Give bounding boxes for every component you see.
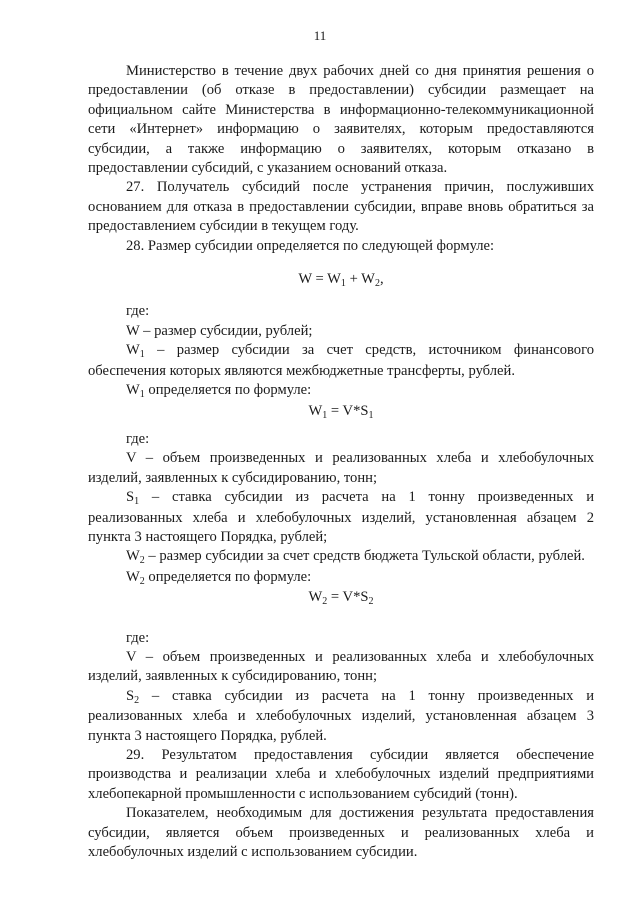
where-label-1: где: [126,303,150,320]
where-label-2: где: [126,430,150,447]
paragraph-ministry-publication: Министерство в течение двух рабочих дней со дня принятия решения о предоставлении (об отказе в предоставлении) субсидии размещает на официальном сайте Министерства в информационно-телекоммуникационной сети «Интернет» информацию о заявителях, которым предоставляются субсидии, а также информацию о заявителях, которым отказано в предоставлении субсидий, с указанием оснований отказа. [88,63,594,177]
definition-s1: $S_1$ – ставка субсидии из расчета на 1 тонну произведенных и реализованных хлеба и хлебобулочных изделий, установленная абзацем 2 пункта 3 настоящего Порядка, рублей; [88,489,594,545]
formula-w1: $W_1 = V*S_1$ [308,402,374,421]
where-label-3: где: [126,629,150,646]
definition-v-2: V – объем произведенных и реализованных хлеба и хлебобулочных изделий, заявленных к субсидированию, тонн; [88,648,594,685]
definition-v-1: V – объем произведенных и реализованных хлеба и хлебобулочных изделий, заявленных к субсидированию, тонн; [88,450,594,486]
paragraph-28: 28. Размер субсидии определяется по следующей формуле: [126,237,495,254]
definition-w1: $W_1$ – размер субсидии за счет средств, источником финансового обеспечения которых являются межбюджетные трансферты, рублей. [88,342,594,379]
formula-w2: $W_2 = V*S_2$ [308,589,374,608]
definition-w: W – размер субсидии, рублей; [126,322,313,339]
paragraph-indicator: Показателем, необходимым для достижения результата предоставления субсидии, является объем произведенных и реализованных хлеба и хлебобулочных изделий с использованием субсидии. [88,805,594,861]
paragraph-29: 29. Результатом предоставления субсидии является обеспечение производства и реализации хлеба и хлебобулочных изделий предприятиями хлебопекарной промышленности с использованием субсидий (тонн). [88,747,594,802]
w1-formula-intro: $W_1$ определяется по формуле: [126,382,312,401]
definition-s2: $S_2$ – ставка субсидии из расчета на 1 тонну произведенных и реализованных хлеба и хлебобулочных изделий, установленная абзацем 3 пункта 3 настоящего Порядка, рублей. [88,687,594,744]
page-number: 11 [313,28,327,43]
definition-w2: $W_2$ – размер субсидии за счет средств бюджета Тульской области, рублей. [126,548,585,567]
w2-formula-intro: $W_2$ определяется по формуле: [126,568,312,587]
document-body [88,62,594,862]
paragraph-27: 27. Получатель субсидий после устранения причин, послуживших основанием для отказа в предоставлении субсидии, вправе вновь обратиться за предоставлением субсидии в текущем году. [88,179,594,235]
formula-w-total: $W = W_1 + W_2$, [298,271,384,290]
